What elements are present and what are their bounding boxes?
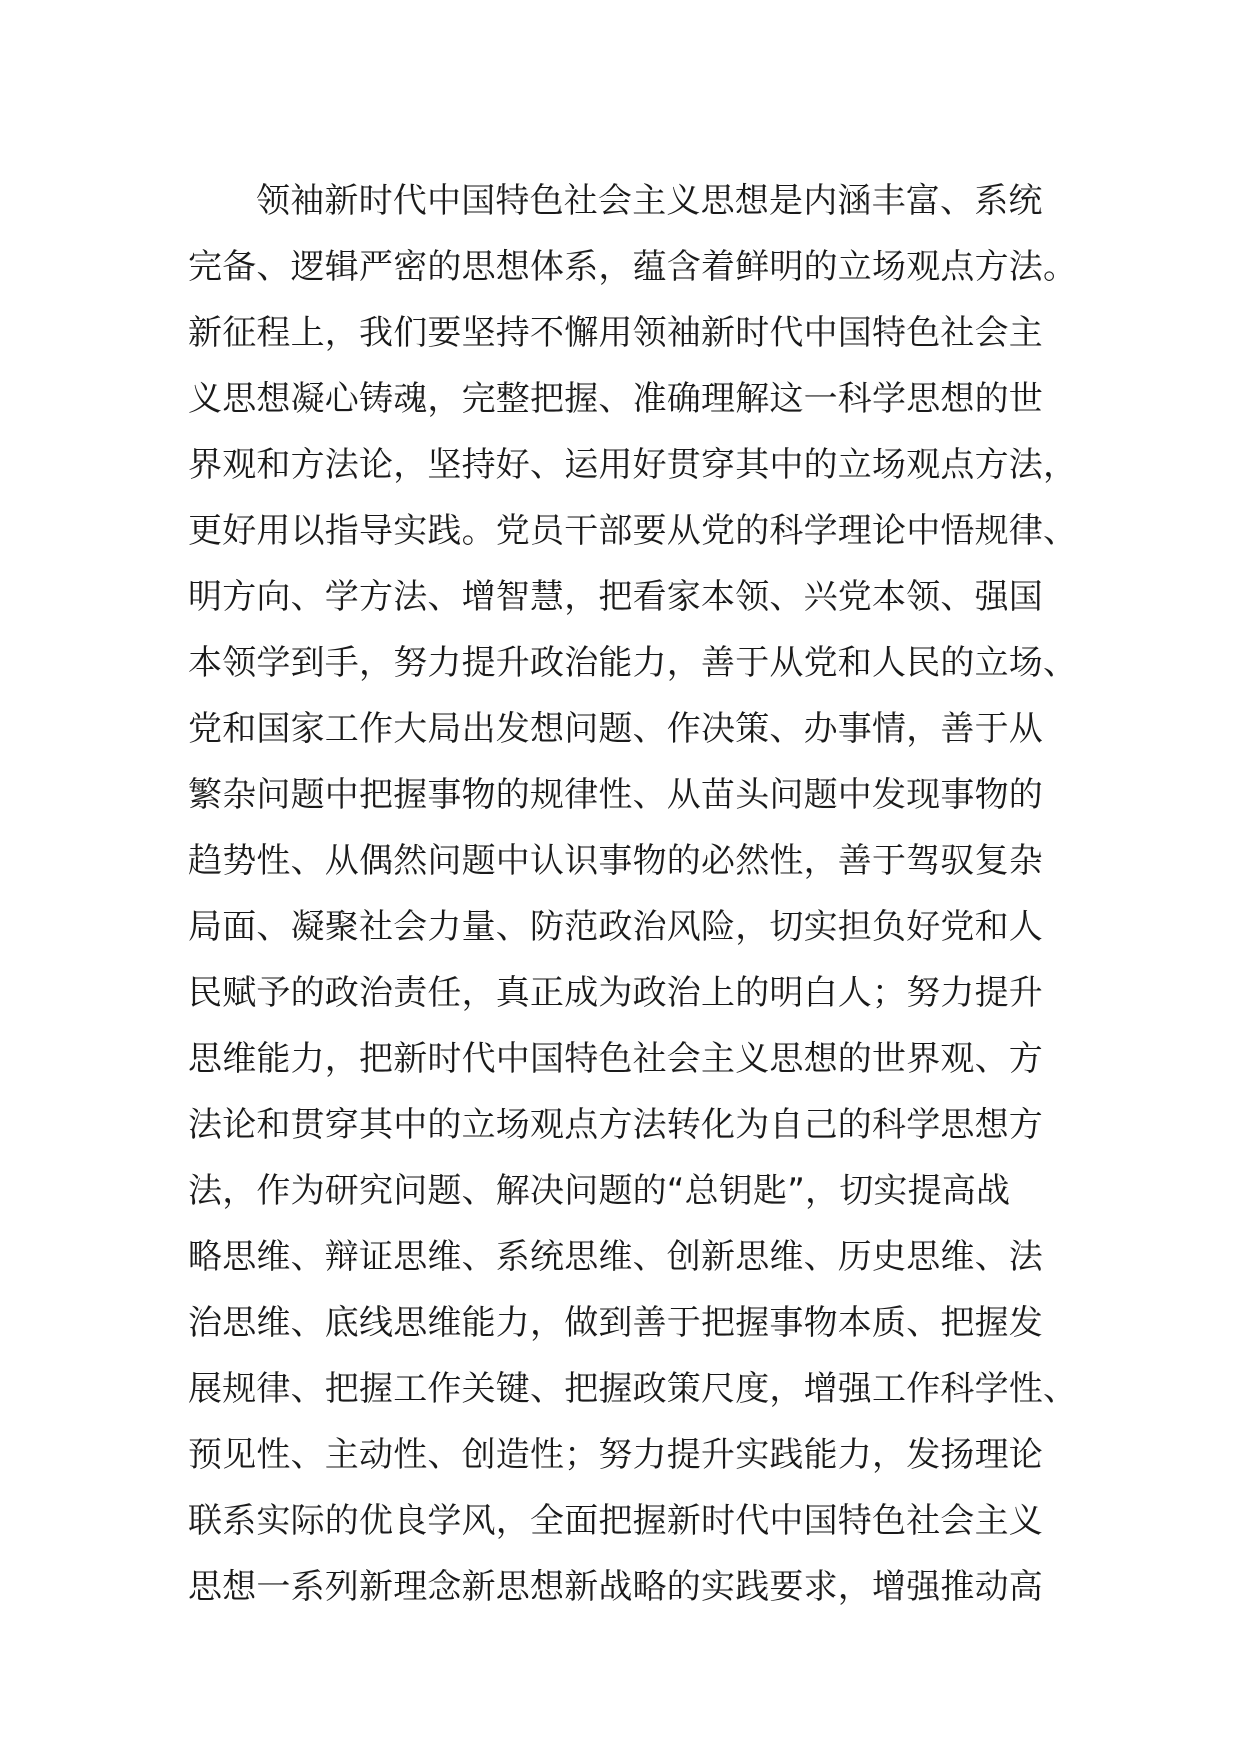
text-line: 展规律、把握工作关键、把握政策尺度，增强工作科学性、 bbox=[188, 1369, 1078, 1409]
text-line: 法论和贯穿其中的立场观点方法转化为自己的科学思想方 bbox=[188, 1105, 1043, 1145]
text-line: 本领学到手，努力提升政治能力，善于从党和人民的立场、 bbox=[188, 643, 1078, 683]
text-line: 明方向、学方法、增智慧，把看家本领、兴党本领、强国 bbox=[188, 577, 1043, 617]
text-line: 治思维、底线思维能力，做到善于把握事物本质、把握发 bbox=[188, 1303, 1043, 1343]
text-line: 局面、凝聚社会力量、防范政治风险，切实担负好党和人 bbox=[188, 907, 1043, 947]
text-line: 思想一系列新理念新思想新战略的实践要求，增强推动高 bbox=[188, 1567, 1043, 1607]
text-line: 民赋予的政治责任，真正成为政治上的明白人；努力提升 bbox=[188, 973, 1043, 1013]
text-line: 完备、逻辑严密的思想体系，蕴含着鲜明的立场观点方法。 bbox=[188, 247, 1078, 287]
text-line: 联系实际的优良学风，全面把握新时代中国特色社会主义 bbox=[188, 1501, 1043, 1541]
text-line: 略思维、辩证思维、系统思维、创新思维、历史思维、法 bbox=[188, 1237, 1043, 1277]
text-line: 预见性、主动性、创造性；努力提升实践能力，发扬理论 bbox=[188, 1435, 1043, 1475]
text-line: 党和国家工作大局出发想问题、作决策、办事情，善于从 bbox=[188, 709, 1043, 749]
text-line: 更好用以指导实践。党员干部要从党的科学理论中悟规律、 bbox=[188, 511, 1078, 551]
text-line: 领袖新时代中国特色社会主义思想是内涵丰富、系统 bbox=[256, 181, 1043, 221]
text-line: 繁杂问题中把握事物的规律性、从苗头问题中发现事物的 bbox=[188, 775, 1043, 815]
text-line: 法，作为研究问题、解决问题的“总钥匙”，切实提高战 bbox=[188, 1171, 1011, 1211]
body-paragraph bbox=[188, 168, 1088, 1620]
text-line: 趋势性、从偶然问题中认识事物的必然性，善于驾驭复杂 bbox=[188, 841, 1043, 881]
text-line: 新征程上，我们要坚持不懈用领袖新时代中国特色社会主 bbox=[188, 313, 1043, 353]
text-line: 思维能力，把新时代中国特色社会主义思想的世界观、方 bbox=[188, 1039, 1043, 1079]
text-line: 义思想凝心铸魂，完整把握、准确理解这一科学思想的世 bbox=[188, 379, 1043, 419]
text-line: 界观和方法论，坚持好、运用好贯穿其中的立场观点方法， bbox=[188, 445, 1078, 485]
